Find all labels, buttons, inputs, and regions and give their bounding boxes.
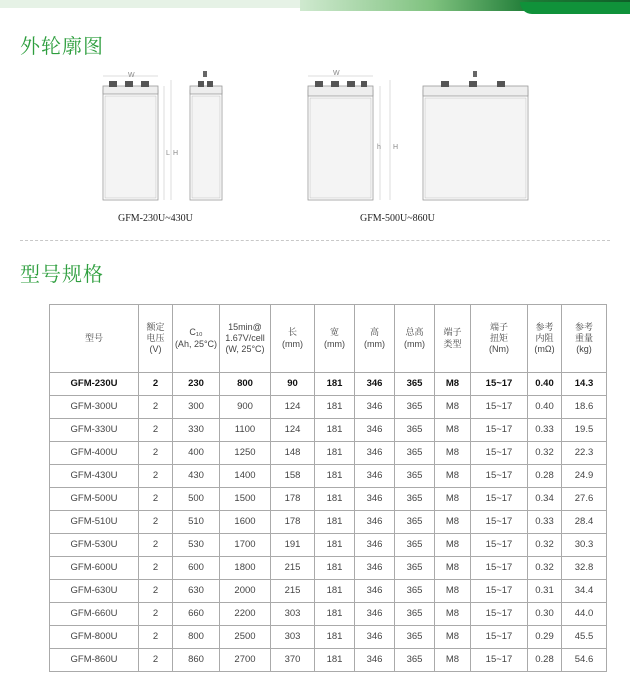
table-cell: 630 [173, 580, 220, 603]
column-header-line: 端子 [443, 327, 462, 338]
spec-table [49, 304, 607, 672]
model-cell: GFM-860U [50, 649, 139, 672]
column-header [562, 305, 607, 373]
table-cell: 346 [355, 396, 395, 419]
table-cell: 1100 [220, 419, 271, 442]
diagram-caption-large: GFM-500U~860U [360, 213, 435, 224]
table-cell: 600 [173, 557, 220, 580]
table-row [50, 649, 607, 672]
column-header-line: 内阻 [535, 332, 554, 343]
table-cell: 178 [271, 511, 315, 534]
table-cell: 181 [315, 465, 355, 488]
height-label-large: H [393, 144, 399, 151]
table-cell: 346 [355, 488, 395, 511]
table-cell: 15~17 [471, 649, 528, 672]
column-header [271, 305, 315, 373]
table-cell: 2 [139, 419, 173, 442]
table-cell: 124 [271, 396, 315, 419]
column-header-line: 类型 [443, 338, 462, 349]
table-cell: M8 [435, 396, 471, 419]
table-cell: 346 [355, 603, 395, 626]
table-cell: 346 [355, 580, 395, 603]
table-cell: M8 [435, 626, 471, 649]
table-cell: 365 [395, 465, 435, 488]
table-cell: 0.33 [528, 419, 562, 442]
table-cell: 365 [395, 534, 435, 557]
table-row [50, 580, 607, 603]
table-cell: 230 [173, 373, 220, 396]
table-cell: 365 [395, 557, 435, 580]
table-cell: 181 [315, 626, 355, 649]
table-cell: 19.5 [562, 419, 607, 442]
model-cell: GFM-330U [50, 419, 139, 442]
table-cell: 22.3 [562, 442, 607, 465]
table-cell: 124 [271, 419, 315, 442]
section-divider [20, 240, 610, 241]
column-header-line: 额定 [146, 321, 165, 332]
column-header-line: 长 [287, 327, 297, 338]
table-cell: 54.6 [562, 649, 607, 672]
table-cell: 2 [139, 373, 173, 396]
table-cell: 0.28 [528, 649, 562, 672]
table-cell: 2 [139, 603, 173, 626]
table-cell: 90 [271, 373, 315, 396]
table-cell: 24.9 [562, 465, 607, 488]
table-cell: 181 [315, 580, 355, 603]
model-cell: GFM-430U [50, 465, 139, 488]
column-header [315, 305, 355, 373]
table-cell: 2 [139, 396, 173, 419]
column-header-line: 总高 [405, 327, 424, 338]
table-cell: M8 [435, 465, 471, 488]
outline-diagram-small [95, 68, 225, 203]
table-cell: 303 [271, 603, 315, 626]
table-cell: 365 [395, 580, 435, 603]
column-header-line: 重量 [574, 332, 593, 343]
column-header-line: C₁₀ [189, 327, 203, 338]
table-cell: 500 [173, 488, 220, 511]
column-header-line: 高 [369, 327, 379, 338]
table-cell: 365 [395, 442, 435, 465]
table-cell: 330 [173, 419, 220, 442]
table-cell: 346 [355, 419, 395, 442]
model-cell: GFM-300U [50, 396, 139, 419]
table-cell: M8 [435, 603, 471, 626]
column-header [355, 305, 395, 373]
table-cell: 800 [220, 373, 271, 396]
table-row [50, 534, 607, 557]
table-cell: 178 [271, 488, 315, 511]
model-cell: GFM-800U [50, 626, 139, 649]
model-cell: GFM-530U [50, 534, 139, 557]
column-header-line: 参考 [574, 321, 593, 332]
column-header-line: 扭矩 [489, 332, 508, 343]
table-cell: 45.5 [562, 626, 607, 649]
table-cell: 34.4 [562, 580, 607, 603]
table-cell: 15~17 [471, 534, 528, 557]
table-row [50, 396, 607, 419]
table-cell: 2 [139, 534, 173, 557]
table-cell: 660 [173, 603, 220, 626]
table-cell: 365 [395, 488, 435, 511]
table-cell: 2 [139, 557, 173, 580]
model-cell: GFM-510U [50, 511, 139, 534]
table-cell: 2500 [220, 626, 271, 649]
model-cell: GFM-630U [50, 580, 139, 603]
spec-section-title: 型号规格 [20, 262, 104, 286]
table-cell: 0.30 [528, 603, 562, 626]
table-cell: 15~17 [471, 442, 528, 465]
model-cell: GFM-600U [50, 557, 139, 580]
table-cell: 148 [271, 442, 315, 465]
table-cell: 300 [173, 396, 220, 419]
table-cell: 181 [315, 419, 355, 442]
table-cell: M8 [435, 511, 471, 534]
table-cell: 365 [395, 603, 435, 626]
table-cell: 0.32 [528, 442, 562, 465]
table-row [50, 488, 607, 511]
table-cell: 365 [395, 511, 435, 534]
table-cell: 181 [315, 649, 355, 672]
width-label: W [128, 72, 135, 79]
table-cell: 2700 [220, 649, 271, 672]
column-header [139, 305, 173, 373]
table-cell: 15~17 [471, 465, 528, 488]
model-cell: GFM-500U [50, 488, 139, 511]
table-cell: 0.28 [528, 465, 562, 488]
table-cell: 1700 [220, 534, 271, 557]
outline-diagram-large [303, 68, 538, 203]
table-cell: 0.40 [528, 373, 562, 396]
table-cell: 530 [173, 534, 220, 557]
column-header-line: (mΩ) [534, 344, 555, 355]
column-header [435, 305, 471, 373]
table-cell: M8 [435, 534, 471, 557]
table-cell: M8 [435, 649, 471, 672]
table-cell: 303 [271, 626, 315, 649]
table-cell: 15~17 [471, 603, 528, 626]
table-row [50, 465, 607, 488]
column-header [471, 305, 528, 373]
table-row [50, 442, 607, 465]
table-cell: 1250 [220, 442, 271, 465]
table-cell: M8 [435, 373, 471, 396]
table-cell: 0.34 [528, 488, 562, 511]
column-header-line: (kg) [576, 344, 592, 355]
table-row [50, 373, 607, 396]
table-cell: 2000 [220, 580, 271, 603]
table-cell: 365 [395, 419, 435, 442]
table-cell: 32.8 [562, 557, 607, 580]
table-cell: 0.40 [528, 396, 562, 419]
table-cell: 1400 [220, 465, 271, 488]
column-header [220, 305, 271, 373]
table-cell: 346 [355, 626, 395, 649]
table-cell: 400 [173, 442, 220, 465]
table-cell: 346 [355, 534, 395, 557]
column-header-line: 1.67V/cell [225, 332, 265, 343]
diagram-caption-small: GFM-230U~430U [118, 213, 193, 224]
table-cell: 1800 [220, 557, 271, 580]
top-banner [0, 0, 630, 14]
table-row [50, 557, 607, 580]
table-cell: 2200 [220, 603, 271, 626]
table-cell: 30.3 [562, 534, 607, 557]
table-cell: 15~17 [471, 488, 528, 511]
column-header-line: (Nm) [489, 344, 509, 355]
column-header-line: (V) [149, 344, 162, 355]
table-cell: 800 [173, 626, 220, 649]
table-cell: 15~17 [471, 373, 528, 396]
table-cell: 2 [139, 580, 173, 603]
table-cell: 2 [139, 649, 173, 672]
table-cell: 181 [315, 534, 355, 557]
column-header-line: 参考 [535, 321, 554, 332]
table-cell: 860 [173, 649, 220, 672]
table-cell: 370 [271, 649, 315, 672]
table-cell: 15~17 [471, 580, 528, 603]
table-cell: 346 [355, 649, 395, 672]
column-header [50, 305, 139, 373]
table-cell: 181 [315, 557, 355, 580]
table-cell: 0.32 [528, 557, 562, 580]
table-cell: 215 [271, 580, 315, 603]
column-header-line: 宽 [329, 327, 339, 338]
table-cell: 18.6 [562, 396, 607, 419]
table-cell: 2 [139, 626, 173, 649]
table-cell: 191 [271, 534, 315, 557]
column-header-line: 型号 [84, 332, 103, 343]
table-cell: 0.33 [528, 511, 562, 534]
table-cell: 346 [355, 465, 395, 488]
table-cell: 2 [139, 442, 173, 465]
length-label: L [166, 150, 170, 157]
table-cell: 0.32 [528, 534, 562, 557]
table-cell: 44.0 [562, 603, 607, 626]
table-cell: 1500 [220, 488, 271, 511]
table-cell: 14.3 [562, 373, 607, 396]
model-cell: GFM-230U [50, 373, 139, 396]
table-cell: 2 [139, 488, 173, 511]
column-header [173, 305, 220, 373]
table-cell: 181 [315, 488, 355, 511]
column-header-line: (Ah, 25°C) [174, 338, 218, 349]
column-header [528, 305, 562, 373]
table-cell: 430 [173, 465, 220, 488]
table-cell: 27.6 [562, 488, 607, 511]
table-cell: 215 [271, 557, 315, 580]
table-cell: 0.29 [528, 626, 562, 649]
table-cell: 346 [355, 557, 395, 580]
table-cell: 15~17 [471, 626, 528, 649]
table-cell: 181 [315, 373, 355, 396]
column-header-line: (mm) [324, 338, 345, 349]
table-cell: 346 [355, 373, 395, 396]
table-cell: 181 [315, 442, 355, 465]
table-cell: 365 [395, 396, 435, 419]
table-cell: 181 [315, 603, 355, 626]
table-cell: 510 [173, 511, 220, 534]
table-cell: 900 [220, 396, 271, 419]
table-cell: 28.4 [562, 511, 607, 534]
table-cell: M8 [435, 442, 471, 465]
table-row [50, 511, 607, 534]
column-header-line: (mm) [364, 338, 385, 349]
column-header-line: 电压 [146, 332, 165, 343]
table-cell: 1600 [220, 511, 271, 534]
spec-table-container [49, 304, 606, 666]
table-cell: 346 [355, 442, 395, 465]
model-cell: GFM-660U [50, 603, 139, 626]
column-header-line: (W, 25°C) [225, 344, 265, 355]
model-cell: GFM-400U [50, 442, 139, 465]
table-cell: 2 [139, 511, 173, 534]
column-header-line: 端子 [489, 321, 508, 332]
table-cell: M8 [435, 557, 471, 580]
table-row [50, 419, 607, 442]
table-row [50, 603, 607, 626]
table-cell: 15~17 [471, 511, 528, 534]
table-cell: 2 [139, 465, 173, 488]
column-header-line: (mm) [404, 338, 425, 349]
small-height-label: h [377, 144, 381, 151]
column-header-line: (mm) [282, 338, 303, 349]
table-cell: M8 [435, 419, 471, 442]
table-cell: 158 [271, 465, 315, 488]
table-cell: 15~17 [471, 557, 528, 580]
column-header-line: 15min@ [228, 321, 262, 332]
table-cell: 346 [355, 511, 395, 534]
table-cell: 181 [315, 396, 355, 419]
outline-section-title: 外轮廓图 [20, 34, 104, 58]
table-cell: 15~17 [471, 396, 528, 419]
table-header-row [50, 305, 607, 373]
table-cell: 365 [395, 626, 435, 649]
table-cell: 181 [315, 511, 355, 534]
table-cell: 15~17 [471, 419, 528, 442]
height-label: H [173, 150, 179, 157]
table-cell: 0.31 [528, 580, 562, 603]
table-row [50, 626, 607, 649]
table-cell: M8 [435, 580, 471, 603]
column-header [395, 305, 435, 373]
table-cell: 365 [395, 373, 435, 396]
table-cell: 365 [395, 649, 435, 672]
width-label-large: W [333, 70, 340, 77]
table-cell: M8 [435, 488, 471, 511]
